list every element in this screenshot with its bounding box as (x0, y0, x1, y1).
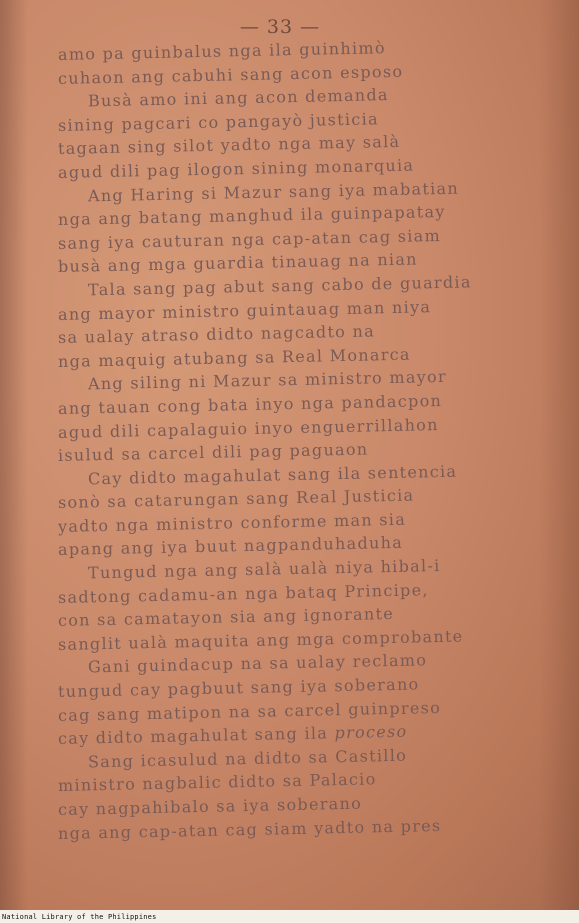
text-line-start: cay didto magahulat sang ila (57, 723, 329, 749)
text-line: amo pa guinbalus nga ila guinhimò (57, 38, 387, 64)
text-line: Tala sang pag abut sang cabo de guardia (87, 272, 472, 300)
text-line: nga ang cap-atan cag siam yadto na pres (57, 815, 442, 843)
text-line: Ang Haring si Mazur sang iya mabatian (87, 178, 460, 205)
text-line: tagaan sing silot yadto nga may salà (57, 132, 401, 159)
text-line: ministro nagbalic didto sa Palacio (57, 769, 377, 796)
text-line: con sa camatayon sia ang ignorante (57, 604, 395, 631)
text-line: nga ang batang manghud ila guinpapatay (57, 202, 446, 230)
text-line: sanglit ualà maquita ang mga comprobante (57, 626, 464, 654)
text-line: sining pagcari co pangayò justicia (57, 109, 380, 135)
text-line: apang ang iya buut nagpanduhaduha (57, 533, 404, 560)
text-line: sadtong cadamu-an nga bataq Principe, (57, 579, 429, 607)
text-line: Busà amo ini ang acon demanda (87, 85, 389, 111)
text-line: cuhaon ang cabuhi sang acon esposo (57, 61, 404, 88)
text-line: ang tauan cong bata inyo nga pandacpon (57, 390, 443, 418)
text-line: Gani guindacup na sa ualay reclamo (87, 650, 428, 677)
text-line: Sang icasulud na didto sa Castillo (87, 745, 408, 772)
text-line: tungud cay pagbuut sang iya soberano (57, 674, 420, 702)
text-line: isulud sa carcel dili pag paguaon (57, 439, 369, 466)
poem-text (57, 38, 528, 845)
text-line: agud dili capalaguio inyo enguerrillahon (57, 414, 439, 442)
text-line: cag sang matipon na sa carcel guinpreso (57, 697, 442, 725)
text-line: cay nagpahibalo sa iya soberano (57, 793, 363, 819)
text-line: agud dili pag ilogon sining monarquia (57, 155, 415, 182)
text-line: sang iya cauturan nga cap-atan cag siam (57, 225, 442, 253)
text-line: sa ualay atraso didto nagcadto na (57, 321, 376, 348)
text-line: sonò sa catarungan sang Real Justicia (57, 485, 415, 513)
text-line: Ang siling ni Mazur sa ministro mayor (87, 367, 448, 394)
italic-word: proceso (334, 721, 408, 743)
library-footer: National Library of the Philippines (2, 913, 157, 921)
text-line: nga maquig atubang sa Real Monarca (57, 344, 411, 371)
text-line: busà ang mga guardia tinauag na nian (57, 249, 418, 277)
text-line: yadto nga ministro conforme man sia (57, 509, 407, 536)
text-line: Cay didto magahulat sang ila sentencia (87, 461, 458, 489)
text-line: ang mayor ministro guintauag man niya (57, 296, 432, 324)
page-number: — 33 — (239, 16, 321, 38)
text-line: Tungud nga ang salà ualà niya hibal-i (87, 556, 441, 583)
